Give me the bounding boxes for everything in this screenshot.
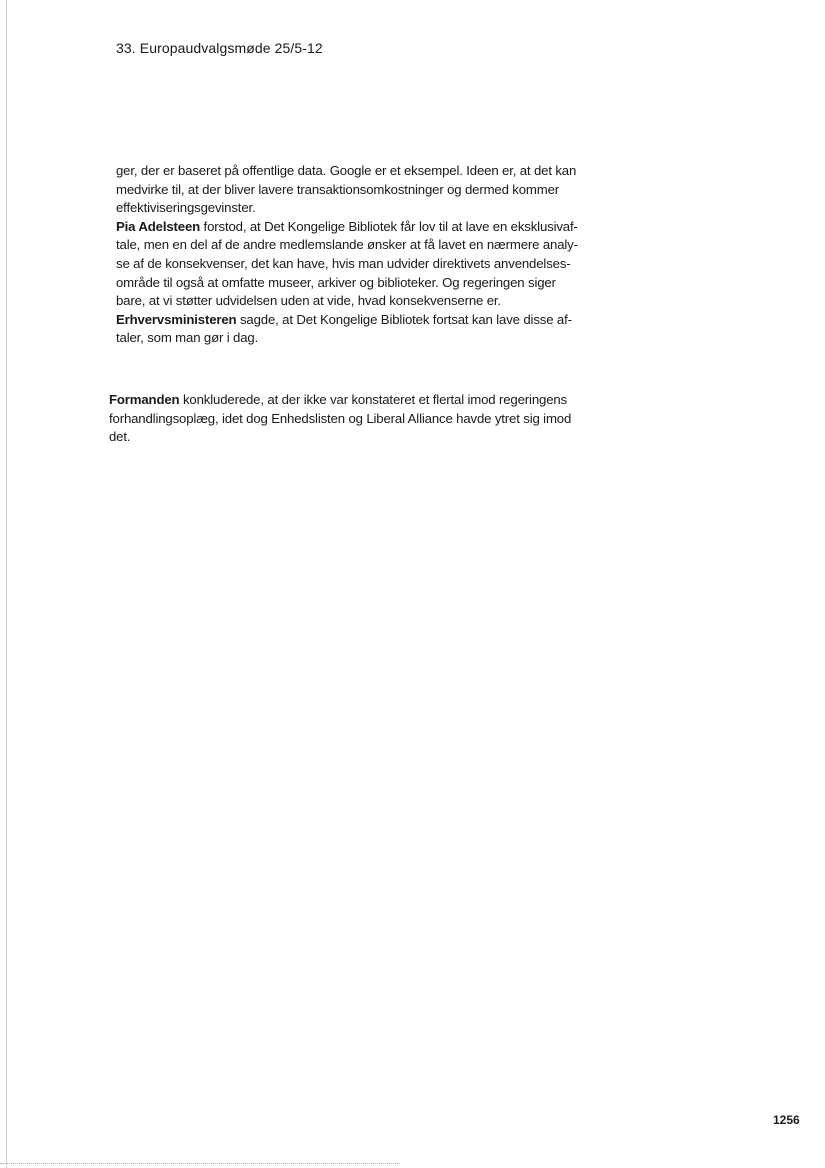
intro-line: ger, der er baseret på offentlige data. Google er et eksempel. Ideen er, at det kan — [116, 163, 577, 178]
minister-paragraph — [116, 311, 606, 348]
speaker-name: Erhvervsministeren — [116, 311, 237, 327]
page-header: 33. Europaudvalgsmøde 25/5-12 — [116, 40, 323, 56]
conclusion-block — [109, 391, 604, 447]
chair-paragraph — [109, 391, 604, 447]
paragraph-line: område til også at omfatte museer, arkiver og biblioteker. Og regeringen siger — [116, 274, 556, 290]
paragraph-line: det. — [109, 429, 131, 445]
chair-first-line — [109, 391, 604, 410]
paragraph-line: tale, men en del af de andre medlemslande ønsker at få lavet en nærmere analy- — [116, 237, 578, 253]
pia-adelsteen-paragraph — [116, 218, 606, 311]
intro-line: medvirke til, at der bliver lavere transaktionsomkostninger og dermed kommer — [116, 181, 560, 197]
minister-first-line — [116, 311, 606, 330]
paragraph-line: taler, som man gør i dag. — [116, 330, 259, 346]
paragraph-text: konkluderede, at der ikke var konstateret et flertal imod regeringens — [179, 392, 568, 407]
speaker-name: Formanden — [109, 392, 180, 407]
speech-block — [116, 162, 606, 348]
paragraph-text: forstod, at Det Kongelige Bibliotek får lov til at lave en eksklusivaf- — [200, 218, 578, 234]
page-number: 1256 — [773, 1113, 800, 1127]
intro-line: effektiviseringsgevinster. — [116, 200, 256, 216]
paragraph-line: se af de konsekvenser, det kan have, hvis man udvider direktivets anvendelses- — [116, 255, 571, 271]
paragraph-text: sagde, at Det Kongelige Bibliotek fortsat kan lave disse af- — [236, 311, 572, 327]
speaker-name: Pia Adelsteen — [116, 218, 201, 234]
paragraph-line: bare, at vi støtter udvidelsen uden at vide, hvad konsekvenserne er. — [116, 293, 501, 309]
scan-margin-line — [6, 0, 7, 1168]
intro-paragraph — [116, 162, 606, 218]
scan-bottom-line — [0, 1163, 400, 1165]
pia-first-line — [116, 218, 606, 237]
paragraph-line: forhandlingsoplæg, idet dog Enhedslisten og Liberal Alliance havde ytret sig imod — [109, 410, 572, 426]
